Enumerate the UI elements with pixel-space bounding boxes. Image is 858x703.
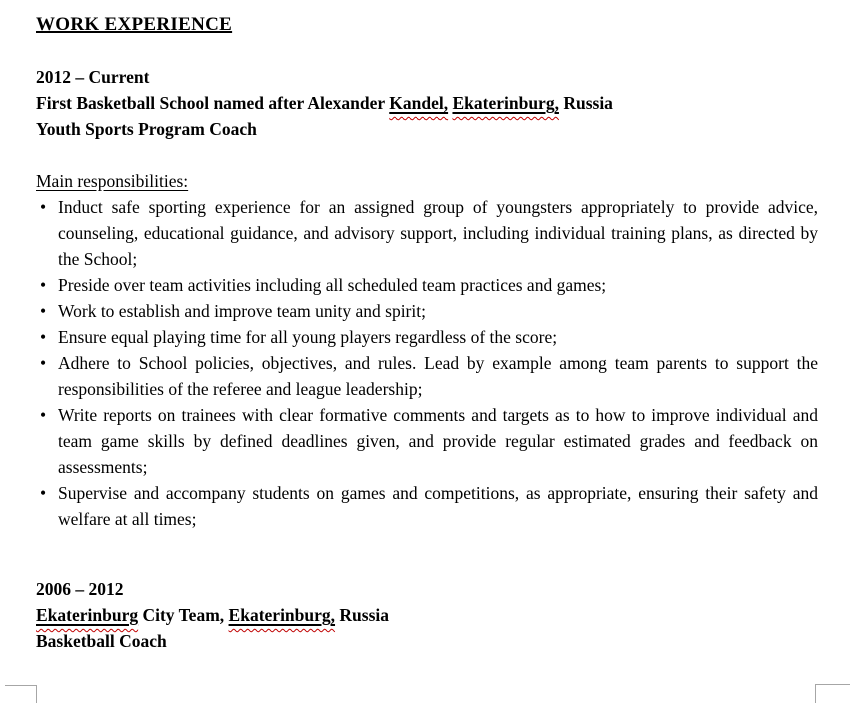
job-title: Basketball Coach xyxy=(36,631,167,651)
misspelled-word: Ekaterinburg, xyxy=(452,93,559,113)
list-item: • Write reports on trainees with clear formative comments and targets as to how to improve individual and team game skills by defined deadlines given, and provide regular estimated grades and feedback on assessments; xyxy=(36,402,818,480)
page-margin-mark-right xyxy=(815,684,850,703)
company-text: Russia xyxy=(563,93,613,113)
company-text: Russia xyxy=(339,605,390,625)
company-text: City Team, xyxy=(142,605,225,625)
list-item: • Supervise and accompany students on games and competitions, as appropriate, ensuring their safety and welfare at all times; xyxy=(36,480,818,532)
job-dates: 2012 – Current xyxy=(36,67,150,87)
job-title: Youth Sports Program Coach xyxy=(36,119,257,139)
list-item: • Induct safe sporting experience for an assigned group of youngsters appropriately to provide advice, counseling, educational guidance, and advisory support, including individual training plans, as directed by the School; xyxy=(36,194,818,272)
job-company xyxy=(36,602,818,628)
job-entry-1 xyxy=(36,64,818,142)
job-company xyxy=(36,90,818,116)
job-entry-2 xyxy=(36,576,818,654)
list-item: • Ensure equal playing time for all young players regardless of the score; xyxy=(36,324,818,350)
responsibilities-label: Main responsibilities: xyxy=(36,171,189,191)
responsibilities-list xyxy=(36,194,818,532)
misspelled-word: Ekaterinburg xyxy=(36,605,139,625)
list-item: • Work to establish and improve team unity and spirit; xyxy=(36,298,818,324)
page-margin-mark-left xyxy=(5,685,37,703)
section-heading: WORK EXPERIENCE xyxy=(36,14,233,35)
list-item: • Preside over team activities including all scheduled team practices and games; xyxy=(36,272,818,298)
job-dates: 2006 – 2012 xyxy=(36,579,124,599)
list-item: • Adhere to School policies, objectives, and rules. Lead by example among team parents to support the responsibilities of the referee and league leadership; xyxy=(36,350,818,402)
company-text: First Basketball School named after Alexander xyxy=(36,93,385,113)
misspelled-word: Ekaterinburg, xyxy=(228,605,336,625)
misspelled-word: Kandel, xyxy=(389,93,449,113)
